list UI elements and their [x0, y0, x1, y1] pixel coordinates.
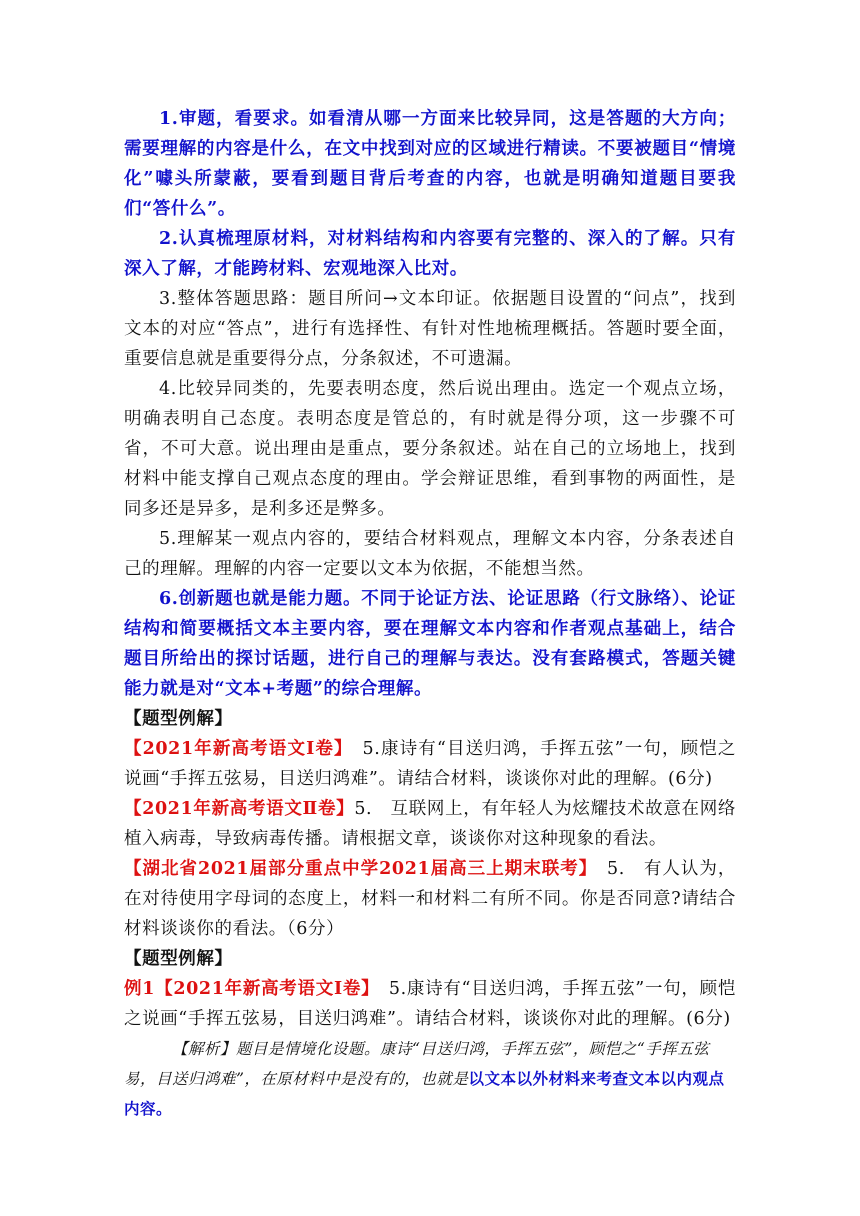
example-1-source: 【2021年新高考语文Ⅰ卷】 [155, 979, 371, 999]
point-4: 4.比较异同类的，先要表明态度，然后说出理由。选定一个观点立场，明确表明自己态度。表明态度是管总的，有时就是得分项，这一步骤不可省，不可大意。说出理由是重点，要分条叙述。站在自己的立场地上，找到材料中能支撑自己观点态度的理由。学会辩证思维，看到事物的两面性，是同多还是异多，是利多还是弊多。 [124, 379, 736, 519]
example-source: 【2021年新高考语文Ⅰ卷】 [124, 739, 344, 759]
example-1 [124, 974, 736, 1034]
example-source: 【湖北省2021届部分重点中学2021届高三上期末联考】 [124, 859, 589, 879]
example-item [124, 734, 736, 794]
example-text: 5. 互联网上，有年轻人为炫耀技术故意在网络植入病毒，导致病毒传播。请根据文章，谈谈你对这种现象的看法。 [124, 799, 736, 849]
analysis-text: 【解析】题目是情境化设题。康诗“目送归鸿，手挥五弦”，顾恺之“手挥五弦易，目送归鸿难”，在原材料中是没有的，也就是 [124, 1040, 710, 1088]
point-3: 3.整体答题思路：题目所问→文本印证。依据题目设置的“问点”，找到文本的对应“答点”，进行有选择性、有针对性地梳理概括。答题时要全面，重要信息就是重要得分点，分条叙述，不可遗漏。 [124, 289, 736, 369]
example-source: 【2021年新高考语文Ⅱ卷】 [124, 799, 355, 819]
example-1-prefix: 例1 [124, 979, 156, 999]
example-item [124, 854, 736, 944]
point-5: 5.理解某一观点内容的，要结合材料观点，理解文本内容，分条表述自己的理解。理解的内容一定要以文本为依据，不能想当然。 [124, 529, 736, 579]
point-1: 1.审题，看要求。如看清从哪一方面来比较异同，这是答题的大方向；需要理解的内容是什么，在文中找到对应的区域进行精读。不要被题目“情境化”噱头所蒙蔽，要看到题目背后考查的内容，也就是明确知道题目要我们“答什么”。 [124, 109, 736, 219]
document-page [124, 104, 736, 1124]
section-heading-1: 【题型例解】 [124, 709, 233, 729]
point-2: 2.认真梳理原材料，对材料结构和内容要有完整的、深入的了解。只有深入了解，才能跨材料、宏观地深入比对。 [124, 229, 736, 279]
example-text: 5.康诗有“目送归鸿，手挥五弦”一句，顾恺之说画“手挥五弦易，目送归鸿难”。请结合材料，谈谈你对此的理解。(6分) [124, 739, 737, 789]
section-heading-2: 【题型例解】 [124, 949, 233, 969]
example-item [124, 794, 736, 854]
analysis-emphasis: 以文本以外材料来考查文本以内观点内容。 [124, 1069, 725, 1118]
analysis-paragraph [124, 1034, 736, 1124]
example-1-text: 5.康诗有“目送归鸿，手挥五弦”一句，顾恺之说画“手挥五弦易，目送归鸿难”。请结合材料，谈谈你对此的理解。(6分) [124, 979, 736, 1029]
point-6: 6.创新题也就是能力题。不同于论证方法、论证思路（行文脉络）、论证结构和简要概括文本主要内容，要在理解文本内容和作者观点基础上，结合题目所给出的探讨话题，进行自己的理解与表达。没有套路模式，答题关键能力就是对“文本+考题”的综合理解。 [124, 589, 736, 699]
example-text: 5. 有人认为，在对待使用字母词的态度上，材料一和材料二有所不同。你是否同意?请结合材料谈谈你的看法。（6分） [124, 859, 736, 939]
